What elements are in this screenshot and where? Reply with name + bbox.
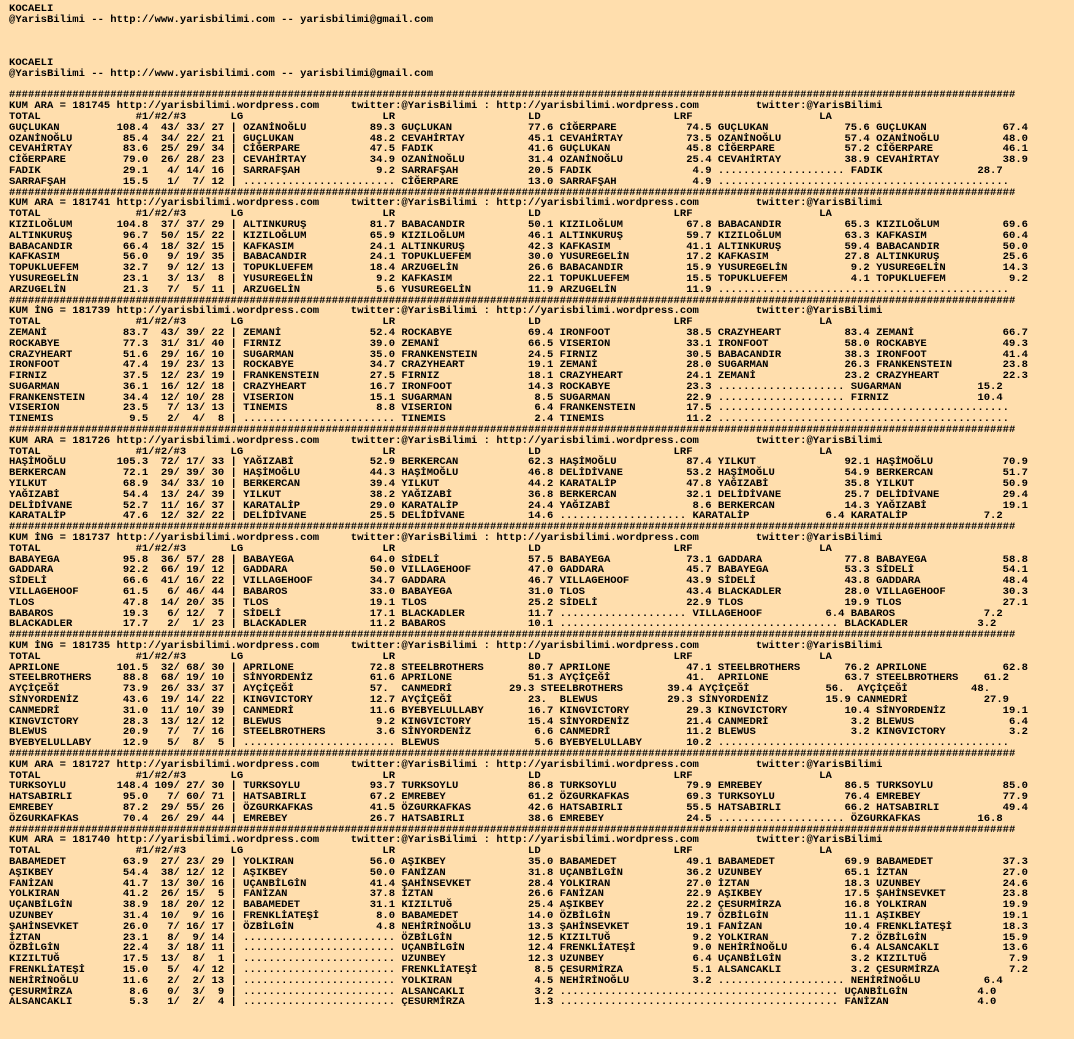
horse-row: HATSABIRLI 95.0 7/ 60/ 71 | HATSABIRLI 67.2 EMREBEY 61.2 ÖZGURKAFKAS 69.3 TURKSOYLU 76.4 EMREBEY 77.9 — [9, 791, 1028, 804]
horse-row: CRAZYHEART 51.6 29/ 16/ 10 | SUGARMAN 35.0 FRANKENSTEIN 24.5 FIRNIZ 30.5 BABACANDIR 38.3 IRONFOOT 41.4 — [9, 348, 1028, 361]
horse-row: FRANKENSTEIN 34.4 12/ 10/ 28 | VISERION 15.1 SUGARMAN 8.5 SUGARMAN 22.9 .................... FIRNIZ 10.4 — [9, 391, 1003, 404]
horse-row: KIZILTUĞ 17.5 13/ 8/ 1 | ........................ UZUNBEY 12.3 UZUNBEY 6.4 UÇANBİLGİN 3.2 KIZILTUĞ 7.9 — [9, 953, 1028, 966]
blank-line — [9, 47, 1074, 58]
horse-row: SARRAFŞAH 15.5 1/ 7/ 12 | ........................ CİĞERPARE 13.0 SARRAFŞAH 4.9 .............................................. — [9, 175, 1010, 188]
horse-row: KAFKASIM 56.0 9/ 19/ 35 | BABACANDIR 24.1 TOPUKLUEFEM 30.0 YUSUREGELİN 17.2 KAFKASIM 27.8 ALTINKURUŞ 25.6 — [9, 251, 1028, 264]
column-header-line: TOTAL #1/#2/#3 LG LR LD LRF LA — [9, 769, 832, 782]
separator-line: ############################################################################################################################################################### — [9, 424, 1016, 437]
city-title: KOCAELI — [9, 56, 54, 69]
column-header-line: TOTAL #1/#2/#3 LG LR LD LRF LA — [9, 208, 832, 221]
horse-row: YILKUT 68.9 34/ 33/ 10 | BERKERCAN 39.4 YILKUT 44.2 KARATALİP 47.8 YAĞIZABİ 35.8 YILKUT 50.9 — [9, 478, 1028, 491]
horse-row: KINGVICTORY 28.3 13/ 12/ 12 | BLEWUS 9.2 KINGVICTORY 15.4 SİNYORDENİZ 21.4 CANMEDRİ 3.2 BLEWUS 6.4 — [9, 715, 1028, 728]
separator-line: ############################################################################################################################################################### — [9, 294, 1016, 307]
contact-line: @YarisBilimi -- http://www.yarisbilimi.com -- yarisbilimi@gmail.com — [9, 67, 434, 80]
column-header-line: TOTAL #1/#2/#3 LG LR LD LRF LA — [9, 316, 832, 329]
separator-line: ############################################################################################################################################################### — [9, 747, 1016, 760]
race-header-line: KUM İNG = 181735 http://yarisbilimi.wordpress.com twitter:@YarisBilimi : http://yarisbilimi.wordpress.com twitter:@YarisBilimi — [9, 640, 883, 653]
horse-row: HAŞİMOĞLU 105.3 72/ 17/ 33 | YAĞIZABİ 52.9 BERKERCAN 62.3 HAŞİMOĞLU 87.4 YILKUT 92.1 HAŞİMOĞLU 70.9 — [9, 456, 1028, 469]
separator-line: ############################################################################################################################################################### — [9, 629, 1016, 642]
horse-row: ÖZBİLGİN 22.4 3/ 18/ 11 | ........................ UÇANBİLGİN 12.4 FRENKLİATEŞİ 9.0 NEHİRİNOĞLU 6.4 ALSANCAKLI 13.6 — [9, 942, 1028, 955]
horse-row: IRONFOOT 47.4 19/ 23/ 13 | ROCKABYE 34.7 CRAZYHEART 19.1 ZEMANİ 28.0 SUGARMAN 26.3 FRANKENSTEIN 23.8 — [9, 359, 1028, 372]
horse-row: BABAMEDET 63.9 27/ 23/ 29 | YOLKIRAN 56.0 AŞIKBEY 35.0 BABAMEDET 49.1 BABAMEDET 69.9 BABAMEDET 37.3 — [9, 855, 1028, 868]
horse-row: ÖZGURKAFKAS 70.4 26/ 29/ 44 | EMREBEY 26.7 HATSABIRLI 38.6 EMREBEY 24.5 .................... ÖZGURKAFKAS 16.8 — [9, 812, 1003, 825]
race-header-line: KUM ARA = 181727 http://yarisbilimi.wordpress.com twitter:@YarisBilimi : http://yarisbilimi.wordpress.com twitter:@YarisBilimi — [9, 758, 883, 771]
separator-line: ############################################################################################################################################################### — [9, 823, 1016, 836]
horse-row: ŞAHİNSEVKET 26.0 7/ 16/ 17 | ÖZBİLGİN 4.8 NEHİRİNOĞLU 13.3 ŞAHİNSEVKET 19.1 FANİZAN 10.4 FRENKLİATEŞİ 18.3 — [9, 920, 1028, 933]
horse-row: FIRNIZ 37.5 12/ 23/ 19 | FRANKENSTEIN 27.5 FIRNIZ 18.1 CRAZYHEART 24.1 ZEMANİ 23.2 CRAZYHEART 22.3 — [9, 370, 1028, 383]
horse-row: İZTAN 23.1 8/ 9/ 14 | ........................ ÖZBİLGİN 12.5 KIZILTUĞ 9.2 YOLKIRAN 7.2 ÖZBİLGİN 15.9 — [9, 931, 1028, 944]
horse-row: ALTINKURUŞ 96.7 50/ 15/ 22 | KIZILOĞLUM 65.9 KIZILOĞLUM 46.1 ALTINKURUŞ 59.7 KIZILOĞLUM 63.3 KAFKASIM 60.4 — [9, 229, 1028, 242]
blank-line — [9, 26, 1074, 37]
horse-row: ZEMANİ 83.7 43/ 39/ 22 | ZEMANİ 52.4 ROCKABYE 69.4 IRONFOOT 38.5 CRAZYHEART 83.4 ZEMANİ 66.7 — [9, 326, 1028, 339]
horse-row: CANMEDRİ 31.0 11/ 10/ 39 | CANMEDRİ 11.6 BYEBYELULLABY 16.7 KINGVICTORY 29.3 KINGVICTORY 10.4 SİNYORDENİZ 19.1 — [9, 704, 1028, 717]
horse-row: VISERION 23.5 7/ 13/ 13 | TINEMIS 8.8 VISERION 6.4 FRANKENSTEIN 17.5 .............................................. — [9, 402, 1010, 415]
horse-row: TOPUKLUEFEM 32.7 9/ 12/ 13 | TOPUKLUEFEM 18.4 ARZUGELİN 26.6 BABACANDIR 15.9 YUSUREGELİN 9.2 YUSUREGELİN 14.3 — [9, 262, 1028, 275]
horse-row: SİDELİ 66.6 41/ 16/ 22 | VILLAGEHOOF 34.7 GADDARA 46.7 VILLAGEHOOF 43.9 SİDELİ 43.8 GADDARA 48.4 — [9, 575, 1028, 588]
horse-row: GUÇLUKAN 108.4 43/ 33/ 27 | OZANİNOĞLU 89.3 GUÇLUKAN 77.6 CİĞERPARE 74.5 GUÇLUKAN 75.6 GUÇLUKAN 67.4 — [9, 121, 1028, 134]
horse-row: BLACKADLER 17.7 2/ 1/ 23 | BLACKADLER 11.2 BABAROS 10.1 ............................................ BLACKADLER 3.2 — [9, 618, 997, 631]
race-header-line: KUM İNG = 181737 http://yarisbilimi.wordpress.com twitter:@YarisBilimi : http://yarisbilimi.wordpress.com twitter:@YarisBilimi — [9, 532, 883, 545]
horse-row: CİĞERPARE 79.0 26/ 28/ 23 | CEVAHİRTAY 34.9 OZANİNOĞLU 31.4 OZANİNOĞLU 25.4 CEVAHİRTAY 38.9 CEVAHİRTAY 38.9 — [9, 154, 1028, 167]
horse-row: BERKERCAN 72.1 29/ 39/ 30 | HAŞİMOĞLU 44.3 HAŞİMOĞLU 46.8 DELİDİVANE 53.2 HAŞİMOĞLU 54.9 BERKERCAN 51.7 — [9, 467, 1028, 480]
horse-row: BLEWUS 20.9 7/ 7/ 16 | STEELBROTHERS 3.6 SİNYORDENİZ 6.6 CANMEDRİ 11.2 BLEWUS 3.2 KINGVICTORY 3.2 — [9, 726, 1028, 739]
horse-row: SİNYORDENİZ 43.6 19/ 14/ 22 | KINGVICTORY 12.7 AYÇİÇEĞİ 23. BLEWUS 29.3 SİNYORDENİZ 15.9 CANMEDRİ 27.9 — [9, 694, 1010, 706]
column-header-line: TOTAL #1/#2/#3 LG LR LD LRF LA — [9, 445, 832, 458]
horse-row: APRILONE 101.5 32/ 68/ 30 | APRILONE 72.8 STEELBROTHERS 80.7 APRILONE 47.1 STEELBROTHERS 76.2 APRILONE 62.8 — [9, 661, 1028, 674]
horse-row: ROCKABYE 77.3 31/ 31/ 40 | FIRNIZ 39.0 ZEMANİ 66.5 VISERION 33.1 IRONFOOT 58.0 ROCKABYE 49.3 — [9, 337, 1028, 350]
horse-row: BYEBYELULLABY 12.9 5/ 8/ 5 | ........................ BLEWUS 5.6 BYEBYELULLABY 10.2 .............................................. — [9, 737, 1010, 750]
column-header-line: TOTAL #1/#2/#3 LG LR LD LRF LA — [9, 650, 832, 663]
horse-row: BABAYEGA 95.8 36/ 57/ 28 | BABAYEGA 64.0 SİDELİ 57.5 BABAYEGA 73.1 GADDARA 77.8 BABAYEGA 58.8 — [9, 553, 1028, 566]
horse-row: CEVAHİRTAY 83.6 25/ 29/ 34 | CİĞERPARE 47.5 FADIK 41.6 GUÇLUKAN 45.8 CİĞERPARE 57.2 CİĞERPARE 46.1 — [9, 143, 1028, 156]
horse-row: BABACANDIR 66.4 18/ 32/ 15 | KAFKASIM 24.1 ALTINKURUŞ 42.3 KAFKASIM 41.1 ALTINKURUŞ 59.4 BABACANDIR 50.0 — [9, 240, 1028, 253]
horse-row: TLOS 47.8 14/ 20/ 35 | TLOS 19.1 TLOS 25.2 SİDELİ 22.9 TLOS 19.9 TLOS 27.1 — [9, 596, 1028, 609]
horse-row: ÇESURMİRZA 8.6 0/ 3/ 9 | ........................ ALSANCAKLI 3.2 ............................................ UÇANBİLGİN 4.0 — [9, 985, 997, 998]
horse-row: OZANİNOĞLU 85.4 34/ 22/ 21 | GUÇLUKAN 48.2 CEVAHİRTAY 45.1 CEVAHİRTAY 73.5 OZANİNOĞLU 57.4 OZANİNOĞLU 48.0 — [9, 132, 1028, 145]
horse-row: TINEMIS 9.5 2/ 4/ 8 | ........................ TINEMIS 2.4 TINEMIS 11.2 .............................................. — [9, 413, 1010, 426]
horse-row: YOLKIRAN 41.2 26/ 15/ 5 | FANİZAN 37.8 İZTAN 26.6 FANİZAN 22.9 AŞIKBEY 17.5 ŞAHİNSEVKET 23.8 — [9, 888, 1028, 901]
column-header-line: TOTAL #1/#2/#3 LG LR LD LRF LA — [9, 845, 832, 858]
city-title: KOCAELI — [9, 3, 54, 15]
race-header-line: KUM ARA = 181741 http://yarisbilimi.wordpress.com twitter:@YarisBilimi : http://yarisbilimi.wordpress.com twitter:@YarisBilimi — [9, 197, 883, 210]
race-header-line: KUM ARA = 181740 http://yarisbilimi.wordpress.com twitter:@YarisBilimi : http://yarisbilimi.wordpress.com twitter:@YarisBilimi — [9, 834, 883, 847]
column-header-line: TOTAL #1/#2/#3 LG LR LD LRF LA — [9, 542, 832, 555]
horse-row: GADDARA 92.2 66/ 19/ 12 | GADDARA 50.0 VILLAGEHOOF 47.0 GADDARA 45.7 BABAYEGA 53.3 SİDELİ 54.1 — [9, 564, 1028, 577]
horse-row: KARATALİP 47.6 12/ 32/ 22 | DELİDİVANE 25.5 DELİDİVANE 14.6 .................... KARATALİP 6.4 KARATALİP 7.2 — [9, 510, 1003, 523]
race-header-line: KUM ARA = 181726 http://yarisbilimi.wordpress.com twitter:@YarisBilimi : http://yarisbilimi.wordpress.com twitter:@YarisBilimi — [9, 434, 883, 447]
contact-line: @YarisBilimi -- http://www.yarisbilimi.com -- yarisbilimi@gmail.com — [9, 13, 434, 26]
horse-row: YAĞIZABİ 54.4 13/ 24/ 39 | YILKUT 38.2 YAĞIZABİ 36.8 BERKERCAN 32.1 DELİDİVANE 25.7 DELİDİVANE 29.4 — [9, 488, 1028, 501]
separator-line: ############################################################################################################################################################### — [9, 521, 1016, 534]
horse-row: AYÇİÇEĞİ 73.9 26/ 33/ 37 | AYÇİÇEĞİ 57. CANMEDRİ 29.3 STEELBROTHERS 39.4 AYÇİÇEĞİ 56. AYÇİÇEĞİ 48. — [9, 683, 991, 696]
horse-row: TURKSOYLU 148.4 109/ 27/ 30 | TURKSOYLU 93.7 TURKSOYLU 86.8 TURKSOYLU 79.9 EMREBEY 86.5 TURKSOYLU 85.0 — [9, 780, 1028, 793]
horse-row: VILLAGEHOOF 61.5 6/ 46/ 44 | BABAROS 33.0 BABAYEGA 31.0 TLOS 43.4 BLACKADLER 28.0 VILLAGEHOOF 30.3 — [9, 586, 1028, 599]
horse-row: AŞIKBEY 54.4 38/ 12/ 12 | AŞIKBEY 50.0 FANİZAN 31.8 UÇANBİLGİN 36.2 UZUNBEY 65.1 İZTAN 27.0 — [9, 866, 1028, 879]
horse-row: FRENKLİATEŞİ 15.0 5/ 4/ 12 | ........................ FRENKLİATEŞİ 8.5 ÇESURMİRZA 5.1 ALSANCAKLI 3.2 ÇESURMİRZA 7.2 — [9, 963, 1028, 976]
horse-row: NEHİRİNOĞLU 11.6 2/ 2/ 13 | ........................ YOLKIRAN 4.5 NEHİRİNOĞLU 3.2 .................... NEHİRİNOĞLU 6.4 — [9, 974, 1003, 987]
horse-row: DELİDİVANE 52.7 11/ 16/ 37 | KARATALİP 29.0 KARATALİP 24.4 YAĞIZABİ 8.6 BERKERCAN 14.3 YAĞIZABİ 19.1 — [9, 499, 1028, 512]
horse-row: KIZILOĞLUM 104.8 37/ 37/ 29 | ALTINKURUŞ 81.7 BABACANDIR 50.1 KIZILOĞLUM 67.8 BABACANDIR 65.3 KIZILOĞLUM 69.6 — [9, 218, 1028, 231]
horse-row: YUSUREGELİN 23.1 3/ 13/ 8 | YUSUREGELİN 9.2 KAFKASIM 22.1 TOPUKLUEFEM 15.5 TOPUKLUEFEM 4.1 TOPUKLUEFEM 9.2 — [9, 272, 1028, 285]
horse-row: FADIK 29.1 4/ 14/ 16 | SARRAFŞAH 9.2 SARRAFŞAH 20.5 FADIK 4.9 .................... FADIK 28.7 — [9, 164, 1003, 177]
horse-row: ARZUGELİN 21.3 7/ 5/ 11 | ARZUGELİN 5.6 YUSUREGELİN 11.9 ARZUGELİN 11.9 .............................................. — [9, 283, 1010, 296]
horse-row: FANİZAN 41.7 13/ 30/ 16 | UÇANBİLGİN 41.4 ŞAHİNSEVKET 28.4 YOLKIRAN 27.0 İZTAN 18.3 UZUNBEY 24.6 — [9, 877, 1028, 890]
race-header-line: KUM ARA = 181745 http://yarisbilimi.wordpress.com twitter:@YarisBilimi : http://yarisbilimi.wordpress.com twitter:@YarisBilimi — [9, 100, 883, 113]
horse-row: UZUNBEY 31.4 10/ 9/ 16 | FRENKLİATEŞİ 8.0 BABAMEDET 14.0 ÖZBİLGİN 19.7 ÖZBİLGİN 11.1 AŞIKBEY 19.1 — [9, 909, 1028, 922]
separator-line: ############################################################################################################################################################### — [9, 89, 1016, 102]
horse-row: UÇANBİLGİN 38.9 18/ 20/ 12 | BABAMEDET 31.1 KIZILTUĞ 25.4 AŞIKBEY 22.2 ÇESURMİRZA 16.8 YOLKIRAN 19.9 — [9, 899, 1028, 912]
horse-row: BABAROS 19.3 6/ 12/ 7 | SİDELİ 17.1 BLACKADLER 11.7 .................... VILLAGEHOOF 6.4 BABAROS 7.2 — [9, 607, 1003, 620]
horse-row: SUGARMAN 36.1 16/ 12/ 18 | CRAZYHEART 16.7 IRONFOOT 14.3 ROCKABYE 23.3 .................... SUGARMAN 15.2 — [9, 380, 1003, 393]
horse-row: EMREBEY 87.2 29/ 55/ 26 | ÖZGURKAFKAS 41.5 ÖZGURKAFKAS 42.6 HATSABIRLI 55.5 HATSABIRLI 66.2 HATSABIRLI 49.4 — [9, 801, 1028, 814]
blank-line — [9, 36, 1074, 47]
horse-row: STEELBROTHERS 88.8 68/ 19/ 10 | SİNYORDENİZ 61.6 APRILONE 51.3 AYÇİÇEĞİ 41. APRILONE 63.7 STEELBROTHERS 61.2 — [9, 672, 1010, 685]
separator-line: ############################################################################################################################################################### — [9, 186, 1016, 199]
horse-row: ALSANCAKLI 5.3 1/ 2/ 4 | ........................ ÇESURMİRZA 1.3 ............................................ FANİZAN 4.0 — [9, 996, 997, 1009]
column-header-line: TOTAL #1/#2/#3 LG LR LD LRF LA — [9, 110, 832, 123]
race-header-line: KUM İNG = 181739 http://yarisbilimi.wordpress.com twitter:@YarisBilimi : http://yarisbilimi.wordpress.com twitter:@YarisBilimi — [9, 305, 883, 318]
